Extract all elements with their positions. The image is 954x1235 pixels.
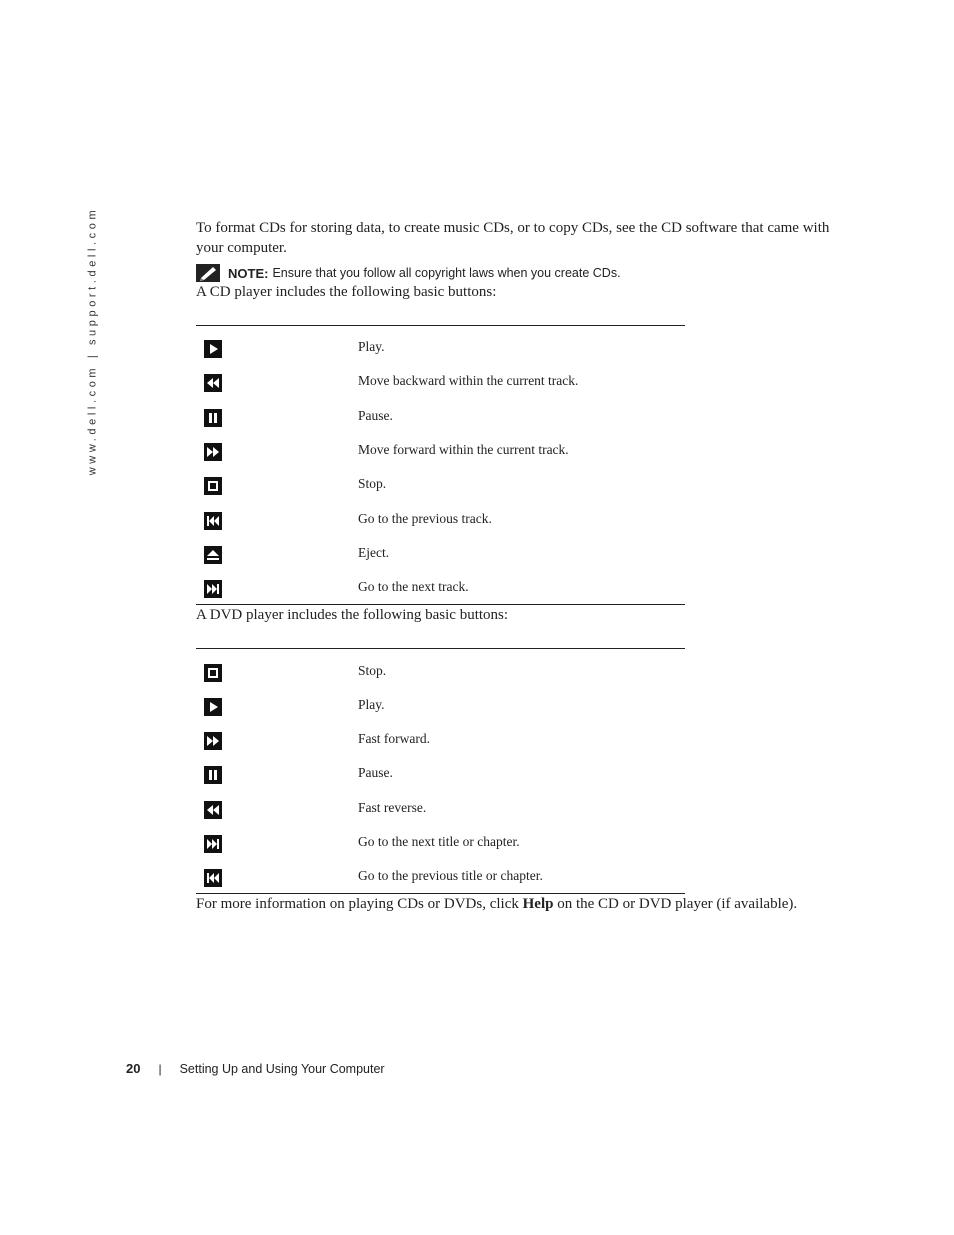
button-description: Stop. — [358, 476, 387, 492]
button-description: Go to the next title or chapter. — [358, 834, 520, 849]
button-icon-cell — [196, 399, 358, 433]
page-number: 20 — [126, 1061, 141, 1076]
button-row — [196, 756, 685, 790]
button-description: Go to the previous track. — [358, 510, 492, 526]
button-description: Move backward within the current track. — [358, 373, 579, 389]
footer-section-title: Setting Up and Using Your Computer — [179, 1061, 385, 1076]
more-info-before: For more information on playing CDs or DVDs, click — [196, 896, 523, 913]
stop-icon — [204, 477, 222, 495]
button-row — [196, 536, 685, 570]
button-description: Stop. — [358, 662, 387, 678]
cd-buttons-table — [196, 325, 685, 605]
side-url — [84, 206, 100, 476]
button-row — [196, 688, 685, 722]
button-icon-cell — [196, 756, 358, 790]
button-row — [196, 364, 685, 398]
previous-track-icon — [204, 512, 222, 530]
note-text: Ensure that you follow all copyright laws when you create CDs. — [272, 266, 621, 280]
pencil-note-icon — [196, 264, 220, 282]
rewind-icon — [204, 374, 222, 392]
more-info-paragraph — [196, 894, 836, 914]
play-icon — [204, 698, 222, 716]
next-track-icon — [204, 580, 222, 598]
button-icon-cell — [196, 649, 358, 688]
help-term: Help — [522, 896, 554, 913]
pause-icon — [204, 409, 222, 427]
button-icon-cell — [196, 791, 358, 825]
button-description: Play. — [358, 696, 385, 712]
rewind-icon — [204, 801, 222, 819]
button-row — [196, 399, 685, 433]
next-track-icon — [204, 835, 222, 853]
button-icon-cell — [196, 825, 358, 859]
stop-icon — [204, 664, 222, 682]
button-description: Play. — [358, 339, 385, 355]
page-footer — [126, 1061, 385, 1076]
button-row — [196, 570, 685, 605]
button-row — [196, 326, 685, 365]
eject-icon — [204, 546, 222, 564]
button-row — [196, 501, 685, 535]
note-label: NOTE: — [228, 265, 269, 281]
button-description: Go to the next track. — [358, 579, 469, 595]
button-row — [196, 467, 685, 501]
button-description: Fast reverse. — [358, 799, 427, 815]
side-url-text: www.dell.com | support.dell.com — [86, 206, 98, 476]
button-row — [196, 649, 685, 688]
button-icon-cell — [196, 433, 358, 467]
button-row — [196, 859, 685, 894]
intro-paragraph: To format CDs for storing data, to create music CDs, or to copy CDs, see the CD software that came with your computer. — [196, 220, 830, 256]
button-description: Fast forward. — [358, 731, 430, 747]
fast-forward-icon — [204, 443, 222, 461]
play-icon — [204, 340, 222, 358]
fast-forward-icon — [204, 732, 222, 750]
button-row — [196, 825, 685, 859]
page-content — [196, 218, 836, 914]
button-description: Pause. — [358, 407, 393, 423]
dvd-buttons-table — [196, 648, 685, 894]
button-icon-cell — [196, 501, 358, 535]
button-icon-cell — [196, 536, 358, 570]
button-description: Go to the previous title or chapter. — [358, 868, 543, 884]
button-icon-cell — [196, 688, 358, 722]
button-icon-cell — [196, 467, 358, 501]
note-box — [196, 264, 836, 282]
button-row — [196, 791, 685, 825]
cd-intro: A CD player includes the following basic buttons: — [196, 284, 497, 300]
button-icon-cell — [196, 859, 358, 894]
button-row — [196, 433, 685, 467]
previous-track-icon — [204, 869, 222, 887]
button-description: Pause. — [358, 765, 393, 781]
button-icon-cell — [196, 570, 358, 605]
button-description: Move forward within the current track. — [358, 442, 569, 458]
button-icon-cell — [196, 722, 358, 756]
button-row — [196, 722, 685, 756]
button-icon-cell — [196, 326, 358, 365]
more-info-after: on the CD or DVD player (if available). — [553, 896, 798, 913]
button-icon-cell — [196, 364, 358, 398]
dvd-intro: A DVD player includes the following basic buttons: — [196, 607, 509, 624]
button-description: Eject. — [358, 544, 390, 560]
footer-separator: | — [158, 1061, 162, 1076]
pause-icon — [204, 766, 222, 784]
